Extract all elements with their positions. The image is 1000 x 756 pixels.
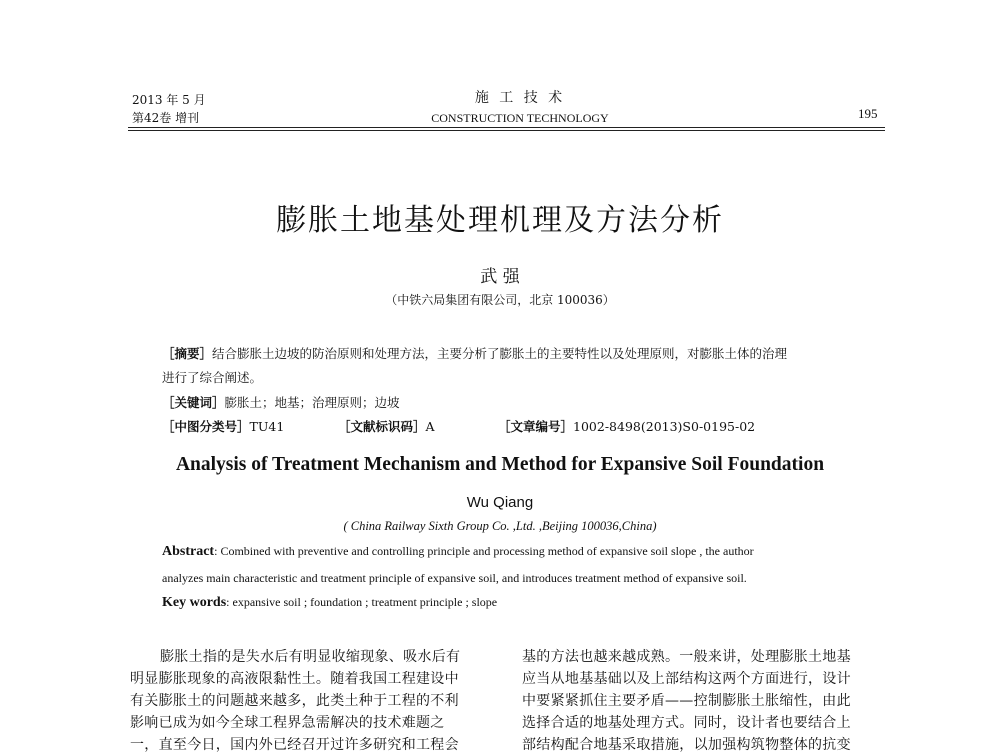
- abstract-cn: [162, 345, 787, 363]
- body-line: 中要紧紧抓住主要矛盾——控制膨胀土胀缩性，由此: [522, 693, 851, 709]
- keywords-label-en: Key words: [162, 595, 227, 610]
- keywords-label-cn: ［关键词］: [162, 395, 225, 410]
- affiliation-en: ( China Railway Sixth Group Co. ,Ltd. ,Beijing 100036,China): [343, 519, 657, 533]
- body-line: 影响已成为如今全球工程界急需解决的技术难题之: [130, 715, 445, 731]
- document-code-label: ［文献标识码］: [338, 419, 426, 434]
- body-line: 应当从地基基础以及上部结构这两个方面进行，设计: [522, 671, 851, 687]
- body-line: 选择合适的地基处理方式。同时，设计者也要结合上: [522, 715, 851, 731]
- author-en: Wu Qiang: [466, 494, 534, 511]
- abstract-text-cn: 结合膨胀土边坡的防治原则和处理方法，主要分析了膨胀土的主要特性以及处理原则，对膨胀土体的治理: [212, 346, 788, 361]
- page-number: 195: [858, 106, 878, 121]
- clc-value: TU41: [249, 419, 285, 434]
- article-id-value: 1002-8498(2013)S0-0195-02: [573, 419, 756, 434]
- document-code: [338, 418, 435, 436]
- abstract-en: [162, 544, 754, 560]
- header-rule-top: [128, 127, 885, 128]
- body-line: 一，直至今日，国内外已经召开过许多研究和工程会: [130, 737, 459, 753]
- abstract-en-continued: analyzes main characteristic and treatment principle of expansive soil, and introduces treatment method of expansive soil.: [162, 571, 747, 585]
- body-line: 部结构配合地基采取措施，以加强构筑物整体的抗变: [522, 737, 851, 753]
- clc-label: ［中图分类号］: [162, 419, 250, 434]
- abstract-label-cn: ［摘要］: [162, 346, 213, 361]
- clc-number: [162, 418, 284, 436]
- header-rule-bottom: [128, 130, 885, 131]
- document-code-value: A: [425, 419, 435, 434]
- abstract-label-en: Abstract: [162, 544, 215, 559]
- abstract-cn-continued: 进行了综合阐述。: [162, 370, 263, 385]
- body-line: 基的方法也越来越成熟。一般来讲，处理膨胀土地基: [522, 649, 851, 665]
- keywords-text-cn: 膨胀土；地基；治理原则；边坡: [224, 395, 400, 410]
- affiliation-cn: （中铁六局集团有限公司，北京 100036）: [385, 293, 615, 307]
- abstract-text-en: : Combined with preventive and controlling principle and processing method of expansive soil slope , the author: [214, 544, 754, 558]
- body-line: 膨胀土指的是失水后有明显收缩现象、吸水后有: [160, 649, 461, 665]
- keywords-text-en: : expansive soil ; foundation ; treatment principle ; slope: [226, 595, 498, 609]
- journal-title-en: CONSTRUCTION TECHNOLOGY: [431, 111, 609, 125]
- body-line: 有关膨胀土的问题越来越多，此类土种于工程的不利: [130, 693, 459, 709]
- body-left-column: [130, 646, 495, 756]
- keywords-en: [162, 595, 497, 611]
- article-title-cn: 膨胀土地基处理机理及方法分析: [276, 203, 724, 238]
- volume-issue: 第42卷 增刊: [132, 111, 200, 125]
- journal-title-cn: 施 工 技 术: [474, 90, 566, 106]
- body-right-column: [522, 646, 887, 756]
- article-id-label: ［文章编号］: [498, 419, 574, 434]
- author-cn: 武 强: [480, 267, 520, 287]
- body-line: 明显膨胀现象的高液限黏性土。随着我国工程建设中: [130, 671, 459, 687]
- keywords-cn: [162, 394, 400, 412]
- article-title-en: Analysis of Treatment Mechanism and Method for Expansive Soil Foundation: [175, 454, 825, 475]
- article-id: [498, 418, 755, 436]
- issue-date: 2013 年 5 月: [132, 93, 206, 107]
